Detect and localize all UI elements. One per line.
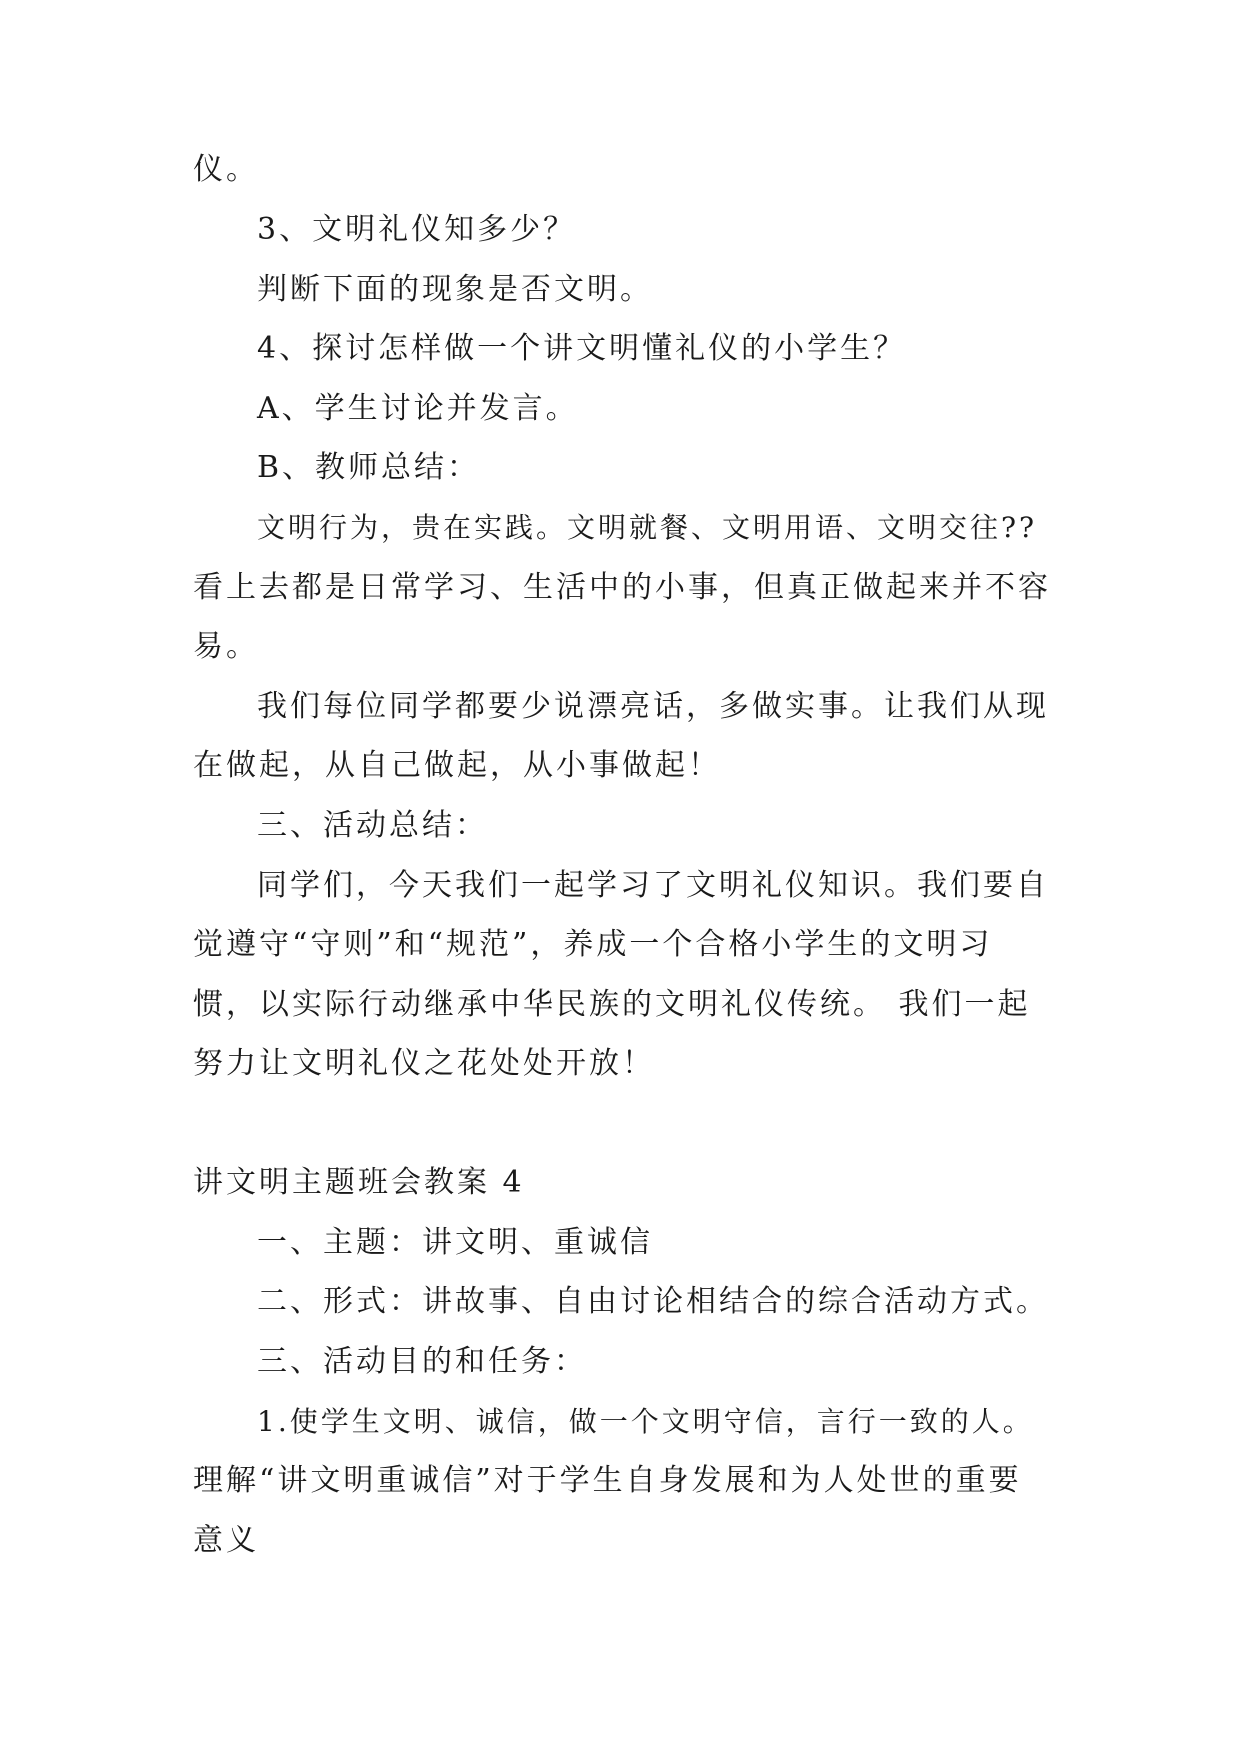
text-line: 1.使学生文明、诚信，做一个文明守信，言行一致的人。: [257, 1405, 1034, 1438]
text-line: 易。: [193, 629, 259, 664]
text-line: 仪。: [193, 152, 259, 187]
text-line: A、学生讨论并发言。: [257, 391, 579, 426]
section-heading: 讲文明主题班会教案 4: [193, 1165, 525, 1200]
text-line: 三、活动总结：: [257, 808, 488, 843]
text-line: 文明行为，贵在实践。文明就餐、文明用语、文明交往??: [257, 511, 1038, 544]
text-line: 4、探讨怎样做一个讲文明懂礼仪的小学生？: [257, 331, 907, 366]
text-line: 我们每位同学都要少说漂亮话，多做实事。让我们从现: [257, 689, 1049, 724]
text-line: 觉遵守“守则”和“规范”，养成一个合格小学生的文明习: [193, 927, 993, 962]
text-line: 理解“讲文明重诚信”对于学生自身发展和为人处世的重要: [193, 1463, 1022, 1498]
text-line: 在做起，从自己做起，从小事做起！: [193, 748, 721, 783]
text-line: 三、活动目的和任务：: [257, 1344, 587, 1379]
text-line: 同学们，今天我们一起学习了文明礼仪知识。我们要自: [257, 868, 1049, 903]
text-line: 3、文明礼仪知多少？: [257, 212, 577, 247]
text-line: 意义: [193, 1523, 259, 1558]
text-line: 二、形式：讲故事、自由讨论相结合的综合活动方式。: [257, 1284, 1049, 1319]
text-line: B、教师总结：: [257, 450, 481, 485]
text-line: 看上去都是日常学习、生活中的小事，但真正做起来并不容: [193, 570, 1051, 605]
text-line: 努力让文明礼仪之花处处开放！: [193, 1046, 655, 1081]
text-line: 判断下面的现象是否文明。: [257, 272, 653, 307]
text-line: 惯，以实际行动继承中华民族的文明礼仪传统。 我们一起: [193, 987, 1031, 1022]
text-line: 一、主题：讲文明、重诚信: [257, 1225, 653, 1260]
